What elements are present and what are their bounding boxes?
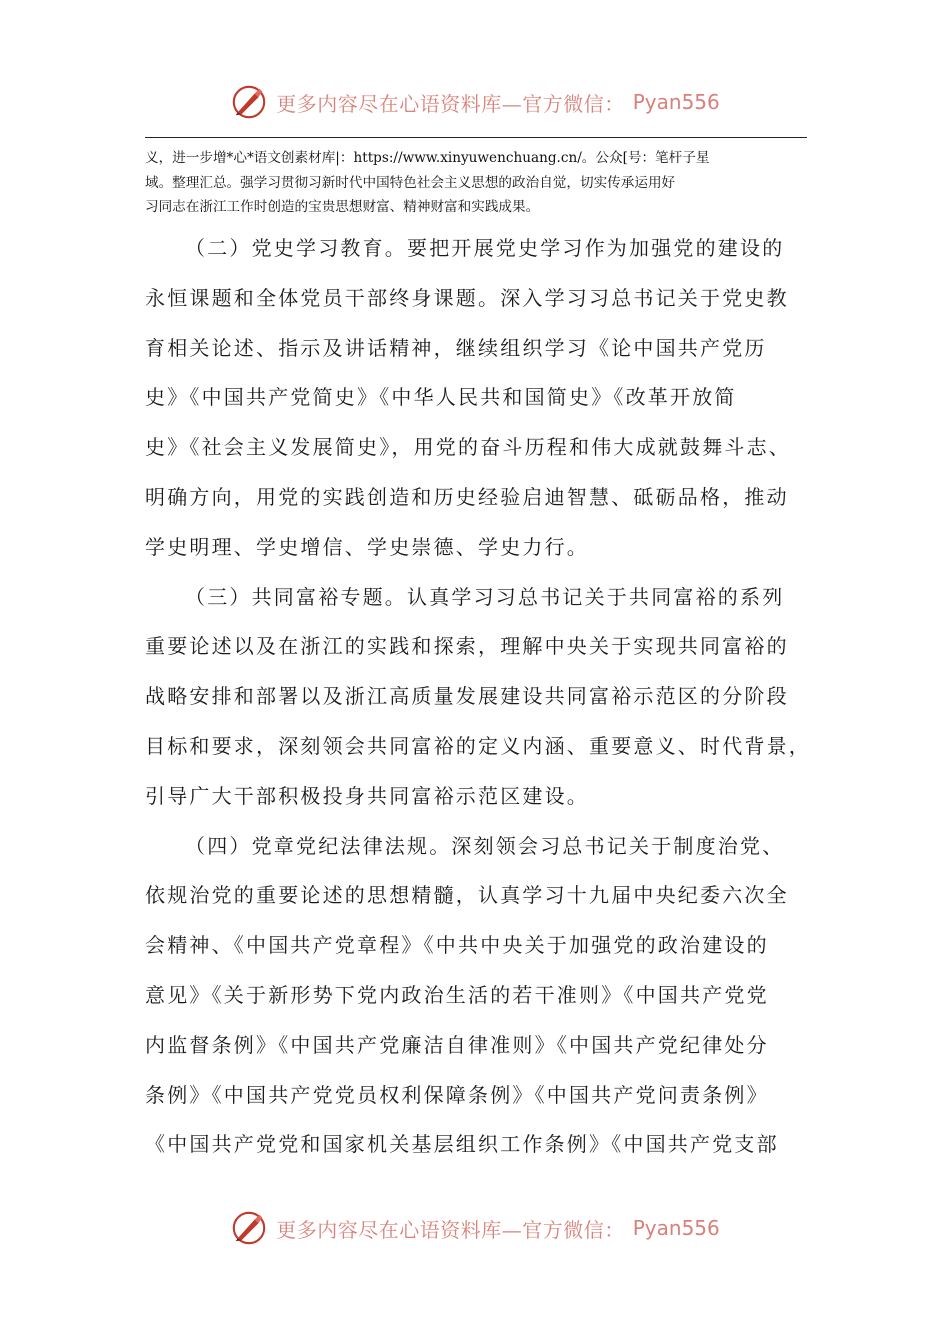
intro-paragraph — [145, 146, 809, 220]
intro-line: 习同志在浙江工作时创造的宝贵思想财富、精神财富和实践成果。 — [145, 199, 540, 215]
pen-nib-circle-logo — [230, 83, 268, 121]
section-heading-line: （二）党史学习教育。要把开展党史学习作为加强党的建设的 — [185, 236, 785, 260]
body-line: 重要论述以及在浙江的实践和探索，理解中央关于实现共同富裕的 — [145, 634, 789, 659]
body-line: 会精神、《中国共产党章程》《中共中央关于加强党的政治建设的 — [145, 933, 769, 958]
body-line: 依规治党的重要论述的思想精髓，认真学习十九届中央纪委六次全 — [145, 883, 789, 908]
intro-line: 域。整理汇总。强学习贯彻习新时代中国特色社会主义思想的政治自觉，切实传承运用好 — [145, 174, 676, 191]
body-line: 育相关论述、指示及讲话精神，继续组织学习《论中国共产党历 — [145, 335, 767, 360]
banner-text: 更多内容尽在心语资料库—官方微信： — [276, 1217, 625, 1242]
header-banner — [0, 80, 950, 124]
header-divider — [145, 137, 807, 138]
section-heading-line: （三）共同富裕专题。认真学习习总书记关于共同富裕的系列 — [185, 584, 785, 609]
body-line: 《中国共产党党和国家机关基层组织工作条例》《中国共产党支部 — [145, 1132, 779, 1157]
section-heading-line: （四）党章党纪法律法规。深刻领会习总书记关于制度治党、 — [185, 833, 785, 858]
body-line: 史》《社会主义发展简史》，用党的奋斗历程和伟大成就鼓舞斗志、 — [145, 435, 791, 460]
body-line: 明确方向，用党的实践创造和历史经验启迪智慧、砥砺品格，推动 — [145, 484, 789, 509]
body-line: 意见》《关于新形势下党内政治生活的若干准则》《中国共产党党 — [145, 982, 769, 1007]
pen-nib-circle-logo — [230, 1209, 268, 1247]
banner-handle: Pyan556 — [632, 1216, 720, 1240]
footer-banner — [0, 1206, 950, 1250]
document-body — [145, 224, 825, 1170]
body-line: 内监督条例》《中国共产党廉洁自律准则》《中国共产党纪律处分 — [145, 1032, 769, 1057]
body-line: 学史明理、学史增信、学史崇德、学史力行。 — [145, 534, 589, 559]
body-line: 史》《中国共产党简史》《中华人民共和国简史》《改革开放简 — [145, 385, 737, 410]
body-line: 战略安排和部署以及浙江高质量发展建设共同富裕示范区的分阶段 — [145, 684, 789, 709]
banner-handle: Pyan556 — [632, 90, 720, 114]
intro-line: 义，进一步增*心*语文创素材库|：https://www.xinyuwenchuang.cn/。公众[号：笔杆子星 — [145, 150, 710, 166]
body-line: 目标和要求，深刻领会共同富裕的定义内涵、重要意义、时代背景， — [145, 733, 811, 758]
body-line: 条例》《中国共产党党员权利保障条例》《中国共产党问责条例》 — [145, 1082, 769, 1107]
body-line: 永恒课题和全体党员干部终身课题。深入学习习总书记关于党史教 — [145, 285, 789, 310]
banner-text: 更多内容尽在心语资料库—官方微信： — [276, 91, 625, 116]
body-line: 引导广大干部积极投身共同富裕示范区建设。 — [145, 783, 589, 808]
